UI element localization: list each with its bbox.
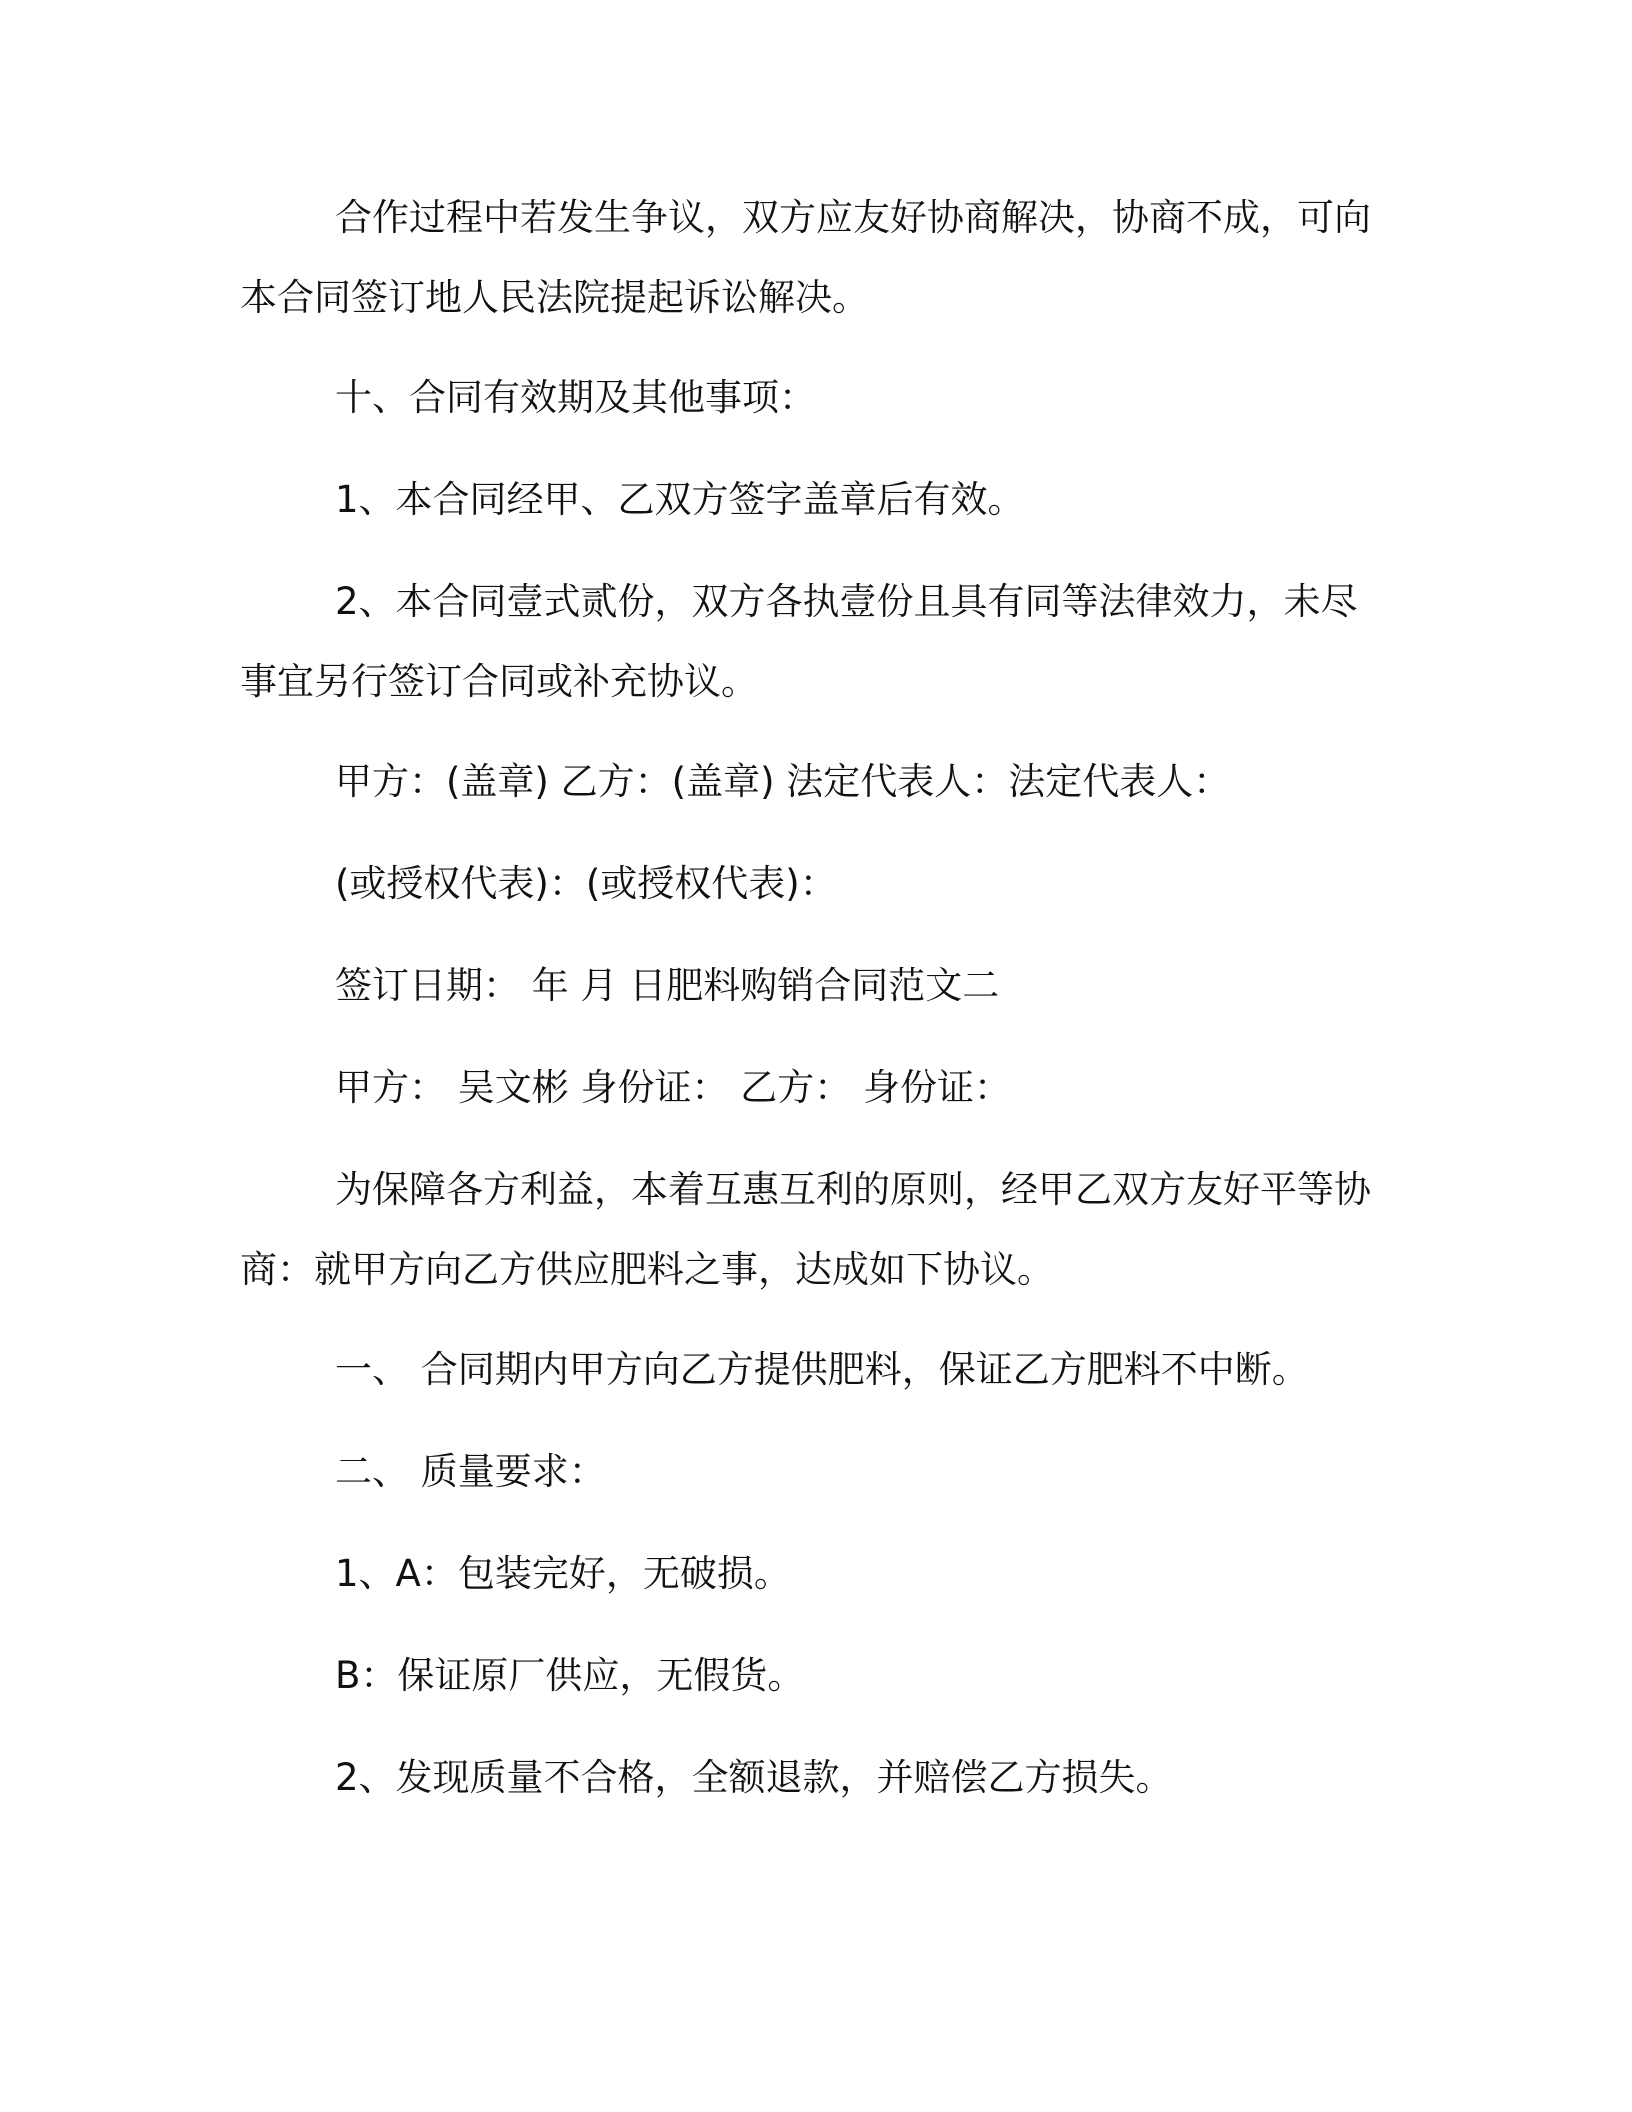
paragraph-signing-date	[240, 946, 1370, 1026]
paragraph-dispute-resolution	[240, 178, 1370, 338]
text-line: 二、 质量要求：	[335, 1450, 606, 1493]
paragraph-quality-b	[240, 1636, 1370, 1716]
paragraph-party-ids	[240, 1048, 1370, 1128]
text-line: (或授权代表)：(或授权代表)：	[335, 862, 837, 905]
text-line: 合作过程中若发生争议，双方应友好协商解决，协商不成，可向	[335, 196, 1371, 239]
text-line: 甲方：(盖章) 乙方：(盖章) 法定代表人：法定代表人：	[335, 760, 1231, 803]
text-line: 十、合同有效期及其他事项：	[335, 376, 816, 419]
paragraph-authorized-representative	[240, 844, 1370, 924]
text-line: 2、发现质量不合格，全额退款，并赔偿乙方损失。	[335, 1756, 1173, 1799]
text-line: 本合同签订地人民法院提起诉讼解决。	[240, 276, 869, 319]
text-line: B：保证原厂供应，无假货。	[335, 1654, 805, 1697]
section-heading-ten	[240, 358, 1370, 438]
paragraph-quality-2	[240, 1738, 1370, 1818]
text-line: 为保障各方利益，本着互惠互利的原则，经甲乙双方友好平等协	[335, 1168, 1371, 1211]
text-line: 2、本合同壹式贰份，双方各执壹份且具有同等法律效力，未尽	[335, 580, 1358, 623]
paragraph-clause-1	[240, 460, 1370, 540]
text-line: 商：就甲方向乙方供应肥料之事，达成如下协议。	[240, 1248, 1054, 1291]
paragraph-quality-a	[240, 1534, 1370, 1614]
paragraph-preamble	[240, 1150, 1370, 1310]
text-line: 事宜另行签订合同或补充协议。	[240, 660, 758, 703]
paragraph-signature-parties	[240, 742, 1370, 822]
text-line: 1、本合同经甲、乙双方签字盖章后有效。	[335, 478, 1025, 521]
section-heading-one	[240, 1330, 1370, 1410]
text-line: 签订日期： 年 月 日肥料购销合同范文二	[335, 964, 1000, 1007]
text-line: 甲方： 吴文彬 身份证： 乙方： 身份证：	[335, 1066, 1012, 1109]
text-line: 1、A：包装完好，无破损。	[335, 1552, 791, 1595]
paragraph-clause-2	[240, 562, 1370, 722]
section-heading-two	[240, 1432, 1370, 1512]
text-line: 一、 合同期内甲方向乙方提供肥料，保证乙方肥料不中断。	[335, 1348, 1309, 1391]
